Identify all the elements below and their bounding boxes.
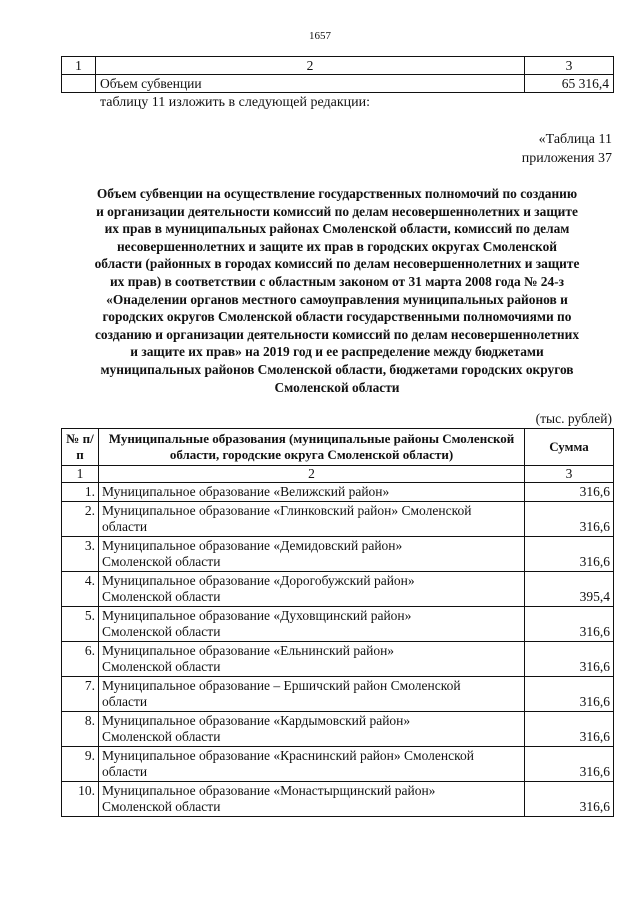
title-line: Объем субвенции на осуществление государственных полномочий по созданию xyxy=(96,186,578,201)
municipality-name-line1: Муниципальное образование «Демидовский район» xyxy=(102,538,403,553)
municipality-name-line1: Муниципальное образование «Дорогобужский район» xyxy=(102,573,415,588)
document-title xyxy=(62,185,612,396)
title-line: несовершеннолетних и защите их прав в городских округах Смоленской xyxy=(116,238,558,254)
row-number: 6. xyxy=(62,642,99,677)
row-number: 2. xyxy=(62,502,99,537)
municipality-name xyxy=(99,607,525,642)
municipality-name xyxy=(99,483,525,502)
table-caption xyxy=(522,130,612,168)
title-line: их прав в муниципальных районах Смоленской области, комиссий по делам xyxy=(104,221,570,237)
municipality-name-line2: Смоленской области xyxy=(102,589,221,604)
municipality-name xyxy=(99,642,525,677)
municipality-name-line1: Муниципальное образование «Ельнинский район» xyxy=(102,643,395,658)
main-table-header-row xyxy=(62,429,614,466)
amount: 395,4 xyxy=(525,572,614,607)
municipality-name-line2: Смоленской области xyxy=(102,659,221,674)
top-table-label: Объем субвенции xyxy=(96,75,525,93)
municipality-name xyxy=(99,677,525,712)
top-table-col1-index: 1 xyxy=(62,57,96,75)
municipality-name-line2: области xyxy=(102,519,148,534)
table-row xyxy=(62,712,614,747)
row-number: 7. xyxy=(62,677,99,712)
index-col2: 2 xyxy=(99,466,525,483)
index-col3: 3 xyxy=(525,466,614,483)
units-label: (тыс. рублей) xyxy=(535,411,612,426)
table-caption-line2: приложения 37 xyxy=(521,151,612,166)
row-number: 3. xyxy=(62,537,99,572)
municipality-name-line1: Муниципальное образование «Монастырщинский район» xyxy=(102,783,436,798)
table-row xyxy=(62,782,614,817)
municipality-name-line1: Муниципальное образование – Ершичский район Смоленской xyxy=(102,678,461,693)
table-caption-line1: «Таблица 11 xyxy=(538,132,612,147)
municipality-name xyxy=(99,537,525,572)
table-row xyxy=(62,537,614,572)
amount: 316,6 xyxy=(525,537,614,572)
municipality-name-line2: области xyxy=(102,764,148,779)
municipality-name-line1: Муниципальное образование «Духовщинский район» xyxy=(102,608,412,623)
municipality-name-line2: Смоленской области xyxy=(102,729,221,744)
row-number: 4. xyxy=(62,572,99,607)
row-number: 10. xyxy=(62,782,99,817)
index-col1: 1 xyxy=(62,466,99,483)
top-table-header-row xyxy=(62,57,614,75)
row-number: 9. xyxy=(62,747,99,782)
municipality-name-line2: Смоленской области xyxy=(102,624,221,639)
municipality-name-line2: Смоленской области xyxy=(102,554,221,569)
table-row xyxy=(62,677,614,712)
municipality-name xyxy=(99,712,525,747)
top-table-col3-index: 3 xyxy=(525,57,614,75)
title-line: и защите их прав» на 2019 год и ее распределение между бюджетами xyxy=(130,344,544,360)
title-line: городских округов Смоленской области государственными полномочиями по xyxy=(102,309,572,325)
table-row xyxy=(62,747,614,782)
row-number: 5. xyxy=(62,607,99,642)
header-num: № п/п xyxy=(62,429,99,466)
top-table-amount: 65 316,4 xyxy=(525,75,614,93)
municipality-name xyxy=(99,502,525,537)
table-row xyxy=(62,642,614,677)
top-table xyxy=(61,56,614,93)
main-table-index-row xyxy=(62,466,614,483)
top-table-row xyxy=(62,75,614,93)
amount: 316,6 xyxy=(525,782,614,817)
amount: 316,6 xyxy=(525,642,614,677)
municipality-name-line1: Муниципальное образование «Кардымовский район» xyxy=(102,713,411,728)
table-row xyxy=(62,607,614,642)
page-number: 1657 xyxy=(309,30,331,42)
title-line: созданию и организации деятельности комиссий по делам несовершеннолетних xyxy=(94,326,580,342)
municipality-name-line1: Муниципальное образование «Велижский район» xyxy=(102,484,390,499)
header-municipality: Муниципальные образования (муниципальные районы Смоленской области, городские округа Смоленской области) xyxy=(99,429,525,466)
title-line: Смоленской области xyxy=(274,379,400,395)
amount: 316,6 xyxy=(525,483,614,502)
amount: 316,6 xyxy=(525,747,614,782)
title-line: области (районных в городах комиссий по делам несовершеннолетних и защите xyxy=(94,256,580,272)
amount: 316,6 xyxy=(525,712,614,747)
municipality-name xyxy=(99,572,525,607)
amount: 316,6 xyxy=(525,677,614,712)
municipality-name-line2: Смоленской области xyxy=(102,799,221,814)
row-number: 8. xyxy=(62,712,99,747)
subvention-table xyxy=(61,428,614,817)
municipality-name-line2: области xyxy=(102,694,148,709)
top-table-empty-cell xyxy=(62,75,96,93)
table-row xyxy=(62,502,614,537)
title-line: «Онаделении органов местного самоуправления муниципальных районов и xyxy=(106,291,568,307)
municipality-name xyxy=(99,782,525,817)
municipality-name xyxy=(99,747,525,782)
amount: 316,6 xyxy=(525,607,614,642)
table-row xyxy=(62,483,614,502)
header-amount: Сумма xyxy=(525,429,614,466)
top-table-col2-index: 2 xyxy=(96,57,525,75)
table-row xyxy=(62,572,614,607)
municipality-name-line1: Муниципальное образование «Глинковский район» Смоленской xyxy=(102,503,472,518)
title-line: и организации деятельности комиссий по делам несовершеннолетних и защите xyxy=(96,203,578,219)
title-line: муниципальных районов Смоленской области, бюджетами городских округов xyxy=(100,361,574,377)
municipality-name-line1: Муниципальное образование «Краснинский район» Смоленской xyxy=(102,748,474,763)
row-number: 1. xyxy=(62,483,99,502)
title-line: их прав) в соответствии с областным законом от 31 марта 2008 года № 24-з xyxy=(109,273,565,289)
intro-text: таблицу 11 изложить в следующей редакции: xyxy=(100,95,370,110)
amount: 316,6 xyxy=(525,502,614,537)
